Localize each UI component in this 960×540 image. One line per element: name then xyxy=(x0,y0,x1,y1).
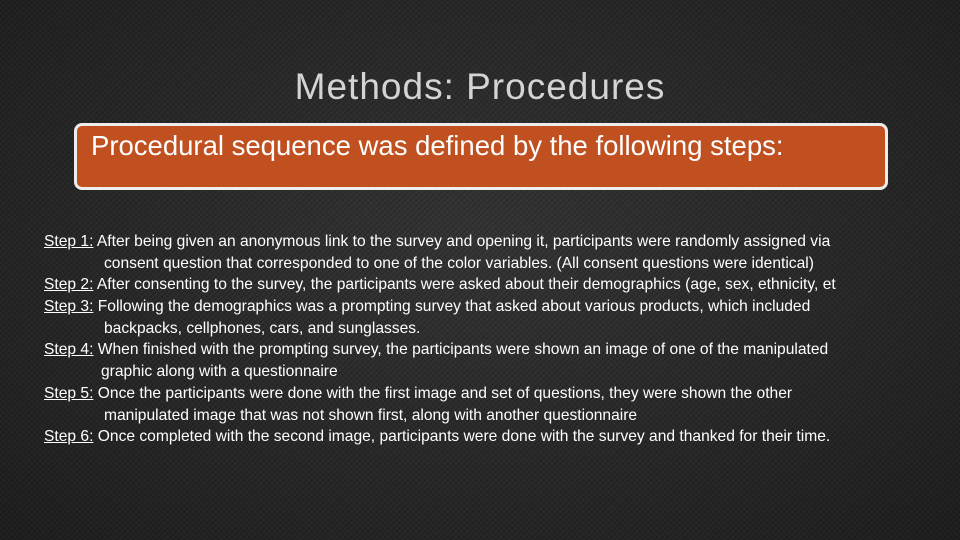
step-2-text-line-1: After consenting to the survey, the participants were asked about their demographics (age, sex, ethnicity, et xyxy=(96,276,836,294)
step-5-label: Step 5: xyxy=(44,384,94,402)
banner xyxy=(74,123,888,190)
step-4 xyxy=(44,339,960,361)
step-3-text-line-2: backpacks, cellphones, cars, and sunglasses. xyxy=(104,319,421,337)
step-4-text-line-2: graphic along with a questionnaire xyxy=(101,363,338,381)
step-2-label: Step 2: xyxy=(44,276,94,294)
step-3 xyxy=(44,296,960,318)
step-1-label: Step 1: xyxy=(44,233,94,250)
slide-title: Methods: Procedures xyxy=(294,66,666,107)
step-3-label: Step 3: xyxy=(44,298,94,316)
step-3-text-line-1: Following the demographics was a prompting survey that asked about various products, which included xyxy=(97,298,811,316)
step-1-text-line-2: consent question that corresponded to one of the color variables. (All consent questions were identical) xyxy=(104,254,814,272)
step-1-text-line-1: After being given an anonymous link to the survey and opening it, participants were randomly assigned via xyxy=(96,233,831,250)
step-6-text-line-1: Once completed with the second image, participants were done with the survey and thanked for their time. xyxy=(97,428,831,446)
banner-text: Procedural sequence was defined by the following steps: xyxy=(91,130,784,161)
step-5-text-line-1: Once the participants were done with the first image and set of questions, they were shown the other xyxy=(97,384,793,402)
step-6 xyxy=(44,426,960,448)
step-1 xyxy=(44,231,960,253)
step-5-text-line-2: manipulated image that was not shown first, along with another questionnaire xyxy=(104,406,638,424)
step-2 xyxy=(44,274,960,296)
step-4-label: Step 4: xyxy=(44,341,94,359)
step-6-label: Step 6: xyxy=(44,428,94,446)
steps-list xyxy=(44,231,960,448)
step-4-text-line-1: When finished with the prompting survey, the participants were shown an image of one of the manipulated xyxy=(97,341,829,359)
step-5 xyxy=(44,383,960,405)
